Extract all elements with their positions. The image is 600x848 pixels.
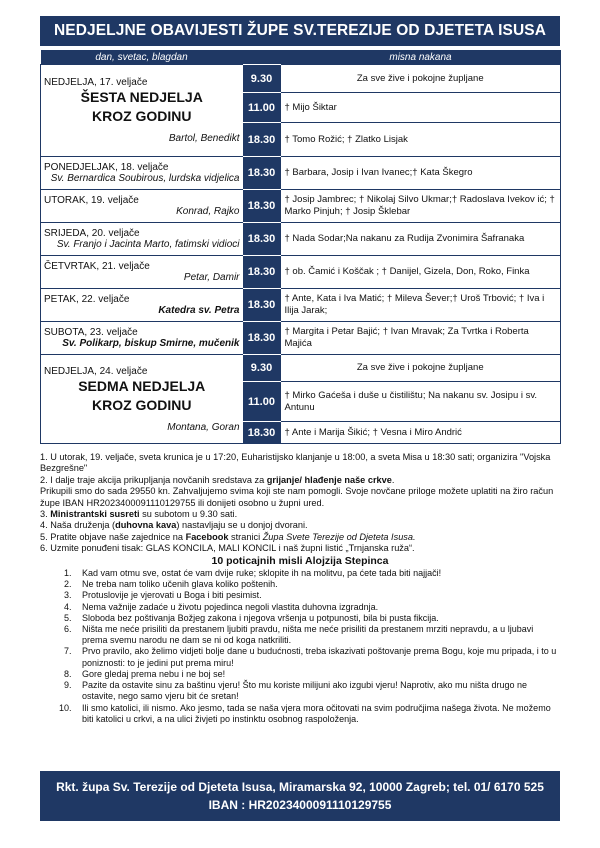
mass-intention: † Nada Sodar;Na nakanu za Rudija Zvonimira Šafranaka [281,223,561,256]
saint-label: Konrad, Rajko [176,206,240,217]
notice-text: ) nastavljaju se u donjoj dvorani. [176,520,308,531]
list-item: 5. Sloboda bez poštivanja Božjeg zakona i njegova vršenja u potpunosti, bila bi pusta fikcija. [74,613,560,624]
notice-text: 4. Naša druženja ( [40,520,116,531]
mass-intention: Za sve žive i pokojne župljane [281,65,561,93]
list-item: 3. Protuslovije je vjerovati u Boga i biti pesimist. [74,590,560,601]
saint-label: Bartol, Benedikt [168,133,240,144]
day-cell-saturday [41,322,243,355]
footer-contact-bar [40,771,560,821]
day-cell-monday [41,157,243,190]
day-cell-tuesday [41,190,243,223]
mass-time: 18.30 [243,422,281,444]
list-item: 6. Ništa me neće prisiliti da prestanem ljubiti pravdu, ništa me neće prisiliti da prestanem mrziti nepravdu, a u ljubavi prema svemu narodu ne dam se ni od koga natkriliti. [74,624,560,646]
table-row [41,355,561,382]
notice-italic: Župa Svete Terezije od Djeteta Isusa. [262,531,416,542]
mass-intention: † Ante, Kata i Iva Matić; † Mileva Šever;† Uroš Trbović; † Iva i Ilija Jarak; [281,289,561,322]
list-item: 1. Kad vam otmu sve, ostat će vam dvije ruke; sklopite ih na molitvu, pa ćete tada biti najjači! [74,568,560,579]
notice-text: su subotom u 9.30 sati. [139,509,238,520]
list-item: 9. Pazite da ostavite sinu za baštinu vjeru! Što mu koriste milijuni ako izgubi vjeru! Naprotiv, ako mu ništa drugo ne ostavite, nego samo vjeru bit će sretan! [74,680,560,702]
day-cell-friday [41,289,243,322]
table-row [41,289,561,322]
mass-intention: † Barbara, Josip i Ivan Ivanec;† Kata Škegro [281,157,561,190]
notice-4 [40,520,560,531]
day-cell-sunday-17 [41,65,243,157]
mass-time: 9.30 [243,65,281,93]
saint-label: Sv. Bernardica Soubirous, lurdska vidjelica [50,173,240,184]
thoughts-title: 10 poticajnih misli Alojzija Stepinca [211,554,389,567]
table-row [41,157,561,190]
mass-intention: † Tomo Rožić; † Zlatko Lisjak [281,123,561,157]
table-row [41,65,561,93]
list-item: 10. Ili smo katolici, ili nismo. Ako jesmo, tada se naša vjera mora očitovati na svim područjima našega života. Ne možemo biti katolici u crkvi, a na ulici živjeti po instinktu osobnog raspoloženja. [74,703,560,725]
mass-time: 18.30 [243,223,281,256]
sunday-title-line2: KROZ GODINU [91,108,192,124]
mass-time: 18.30 [243,157,281,190]
notice-text: . [391,474,395,485]
day-label: UTORAK, 19. veljače [44,195,139,206]
notice-3 [40,509,560,520]
list-item: 8. Gore gledaj prema nebu i ne boj se! [74,669,560,680]
mass-time: 18.30 [243,123,281,157]
header-intention-col: misna nakana [281,50,561,65]
bulletin-page [40,16,560,725]
day-cell-thursday [41,256,243,289]
header-day-col: dan, svetac, blagdan [41,50,243,65]
mass-time: 11.00 [243,382,281,422]
footer-address: Rkt. župa Sv. Terezije od Djeteta Isusa, Miramarska 92, 10000 Zagreb; tel. 01/ 6170 525 [56,780,544,794]
list-item: 2. Ne treba nam toliko učenih glava koliko poštenih. [74,579,560,590]
notice-2 [40,475,560,486]
table-row [41,190,561,223]
mass-intention: † ob. Čamić i Koščak ; † Danijel, Gizela, Don, Roko, Finka [281,256,561,289]
day-label: NEDJELJA, 17. veljače [44,77,148,88]
notice-2-detail: Prikupili smo do sada 29550 kn. Zahvaljujemo svima koji ste nam pomogli. Svoje novčane priloge možete uplatiti na žiro račun župe IBAN HR2023400091110129755 ili donijeti osobno u župni ured. [40,486,554,508]
page-title: NEDJELJNE OBAVIJESTI ŽUPE SV.TEREZIJE OD DJETETA ISUSA [40,16,560,46]
notice-text: stranici [228,531,263,542]
sunday-title-line1: SEDMA NEDJELJA [78,377,206,394]
mass-intention: † Margita i Petar Bajić; † Ivan Mravak; Za Tvrtka i Roberta Majića [281,322,561,355]
thoughts-list [40,568,560,725]
mass-time: 9.30 [243,355,281,382]
notice-6: 6. Uzmite ponuđeni tisak: GLAS KONCILA, MALI KONCIL i naš župni listić „Trnjanska ruža“. [40,543,415,554]
notice-emphasis: grijanje/ hlađenje naše crkve [266,474,392,485]
list-item: 4. Nema važnije zadaće u životu pojedinca negoli vlastita duhovna izgradnja. [74,602,560,613]
mass-time: 18.30 [243,190,281,223]
notice-1: 1. U utorak, 19. veljače, sveta krunica je u 17:20, Euharistijsko klanjanje u 18:00, a sveta Misa u 18:30 sati; organizira "Vojska Bezgrešne" [40,452,551,474]
mass-time: 11.00 [243,93,281,123]
saint-label: Petar, Damir [183,272,240,283]
notice-emphasis: Facebook [185,531,229,542]
saint-label: Katedra sv. Petra [158,305,240,316]
mass-intention: † Ante i Marija Šikić; † Vesna i Miro Andrić [281,422,561,444]
table-row [41,223,561,256]
list-item: 7. Prvo pravilo, ako želimo vidjeti bolje dane u budućnosti, treba iskazivati poštovanje prema Bogu, koje mu pripada, i to u poniznosti: to je jedini put prema miru! [74,646,560,668]
saint-label: Sv. Franjo i Jacinta Marto, fatimski vidioci [56,239,240,250]
notice-text: 2. I dalje traje akcija prikupljanja novčanih sredstava za [40,474,267,485]
sunday-title-line2: KROZ GODINU [91,396,192,413]
header-time-col [243,50,281,65]
notices-section [40,452,560,725]
saint-label: Montana, Goran [167,421,240,433]
day-label: SRIJEDA, 20. veljače [44,228,140,239]
notice-text: 3. [40,509,51,520]
notice-5 [40,532,560,543]
table-header-row [41,50,561,65]
mass-intention: † Mirko Gaćeša i duše u čistilištu; Na nakanu sv. Josipu i sv. Antunu [281,382,561,422]
day-label: PONEDJELJAK, 18. veljače [44,162,169,173]
saint-label: Sv. Polikarp, biskup Smirne, mučenik [62,338,240,349]
notice-emphasis: Ministrantski susreti [50,509,140,520]
day-label: NEDJELJA, 24. veljače [44,365,148,377]
table-row [41,322,561,355]
footer-iban: IBAN : HR2023400091110129755 [208,798,392,812]
day-cell-sunday-24 [41,355,243,444]
day-label: SUBOTA, 23. veljače [44,327,138,338]
notice-emphasis: duhovna kava [115,520,177,531]
mass-time: 18.30 [243,289,281,322]
sunday-title-line1: ŠESTA NEDJELJA [80,89,203,105]
day-label: ČETVRTAK, 21. veljače [44,261,150,272]
table-row [41,256,561,289]
mass-intention: † Josip Jambrec; † Nikolaj Silvo Ukmar;† Radoslava Ivekov ić; † Marko Pinjuh; † Josip Šklebar [281,190,561,223]
mass-time: 18.30 [243,322,281,355]
mass-time: 18.30 [243,256,281,289]
notice-text: 5. Pratite objave naše zajednice na [40,531,186,542]
day-label: PETAK, 22. veljače [44,294,130,305]
mass-intention: Za sve žive i pokojne župljane [281,355,561,382]
mass-schedule-table [40,50,561,444]
mass-intention: † Mijo Šiktar [281,93,561,123]
day-cell-wednesday [41,223,243,256]
